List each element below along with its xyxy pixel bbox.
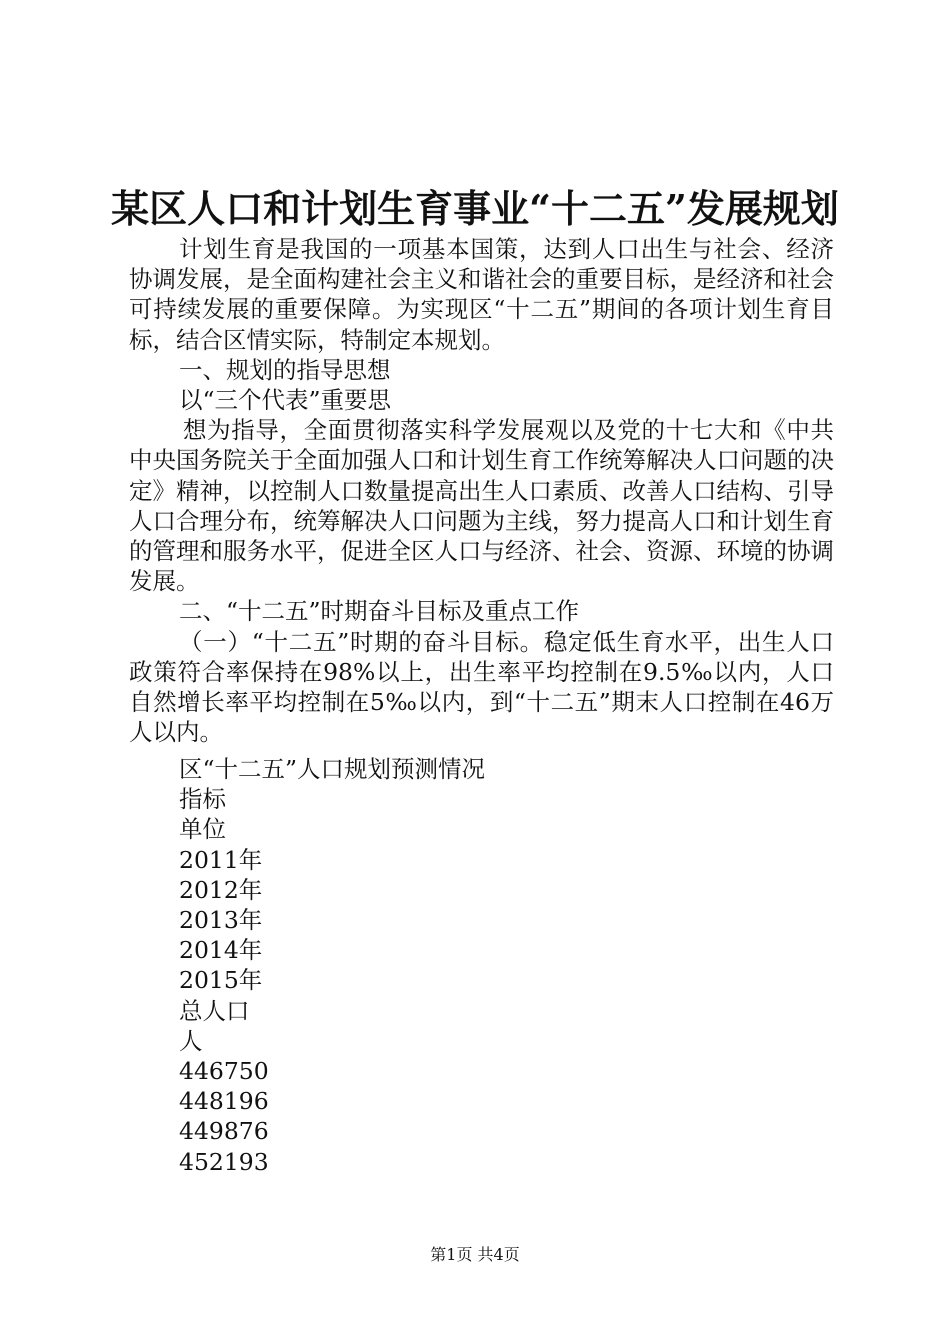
- table-line: 2011年: [179, 845, 263, 874]
- paragraph-guiding-start: 以“三个代表”重要思: [179, 386, 392, 415]
- paragraph-goals: （一）“十二五”时期的奋斗目标。稳定低生育水平，出生人口政策符合率保持在98%以上，出生率平均控制在9.5‰以内，人口自然增长率平均控制在5‰以内，到“十二五”期末人口控制在46万人以内。: [129, 627, 834, 747]
- section-heading-goals: 二、“十二五”时期奋斗目标及重点工作: [179, 597, 580, 626]
- table-line: 总人口: [179, 996, 250, 1025]
- table-line: 人: [179, 1026, 203, 1055]
- table-line: 2013年: [179, 906, 263, 935]
- table-line: 2014年: [179, 936, 263, 965]
- table-title: 区“十二五”人口规划预测情况: [179, 755, 486, 783]
- paragraph-intro: 计划生育是我国的一项基本国策，达到人口出生与社会、经济协调发展，是全面构建社会主义和谐社会的重要目标，是经济和社会可持续发展的重要保障。为实现区“十二五”期间的各项计划生育目标，结合区情实际，特制定本规划。: [129, 235, 834, 354]
- document-title: 某区人口和计划生育事业“十二五”发展规划: [111, 186, 839, 231]
- table-line: 448196: [179, 1087, 269, 1116]
- table-line: 452193: [179, 1147, 269, 1176]
- table-line: 指标: [179, 785, 226, 814]
- table-line: 446750: [179, 1057, 269, 1086]
- paragraph-guiding-body: 想为指导，全面贯彻落实科学发展观以及党的十七大和《中共中央国务院关于全面加强人口和计划生育工作统筹解决人口问题的决定》精神，以控制人口数量提高出生人口素质、改善人口结构、引导人口合理分布，统筹解决人口问题为主线，努力提高人口和计划生育的管理和服务水平，促进全区人口与经济、社会、资源、环境的协调发展。: [129, 416, 834, 596]
- table-line: 2015年: [179, 966, 263, 995]
- table-line: 单位: [179, 815, 226, 844]
- table-line: 449876: [179, 1117, 269, 1146]
- section-heading-guiding-ideology: 一、规划的指导思想: [179, 355, 391, 384]
- page-footer: 第1页 共4页: [430, 1245, 520, 1264]
- forecast-table-text: [179, 754, 485, 1177]
- table-line: 2012年: [179, 875, 263, 904]
- document-body: [129, 234, 834, 747]
